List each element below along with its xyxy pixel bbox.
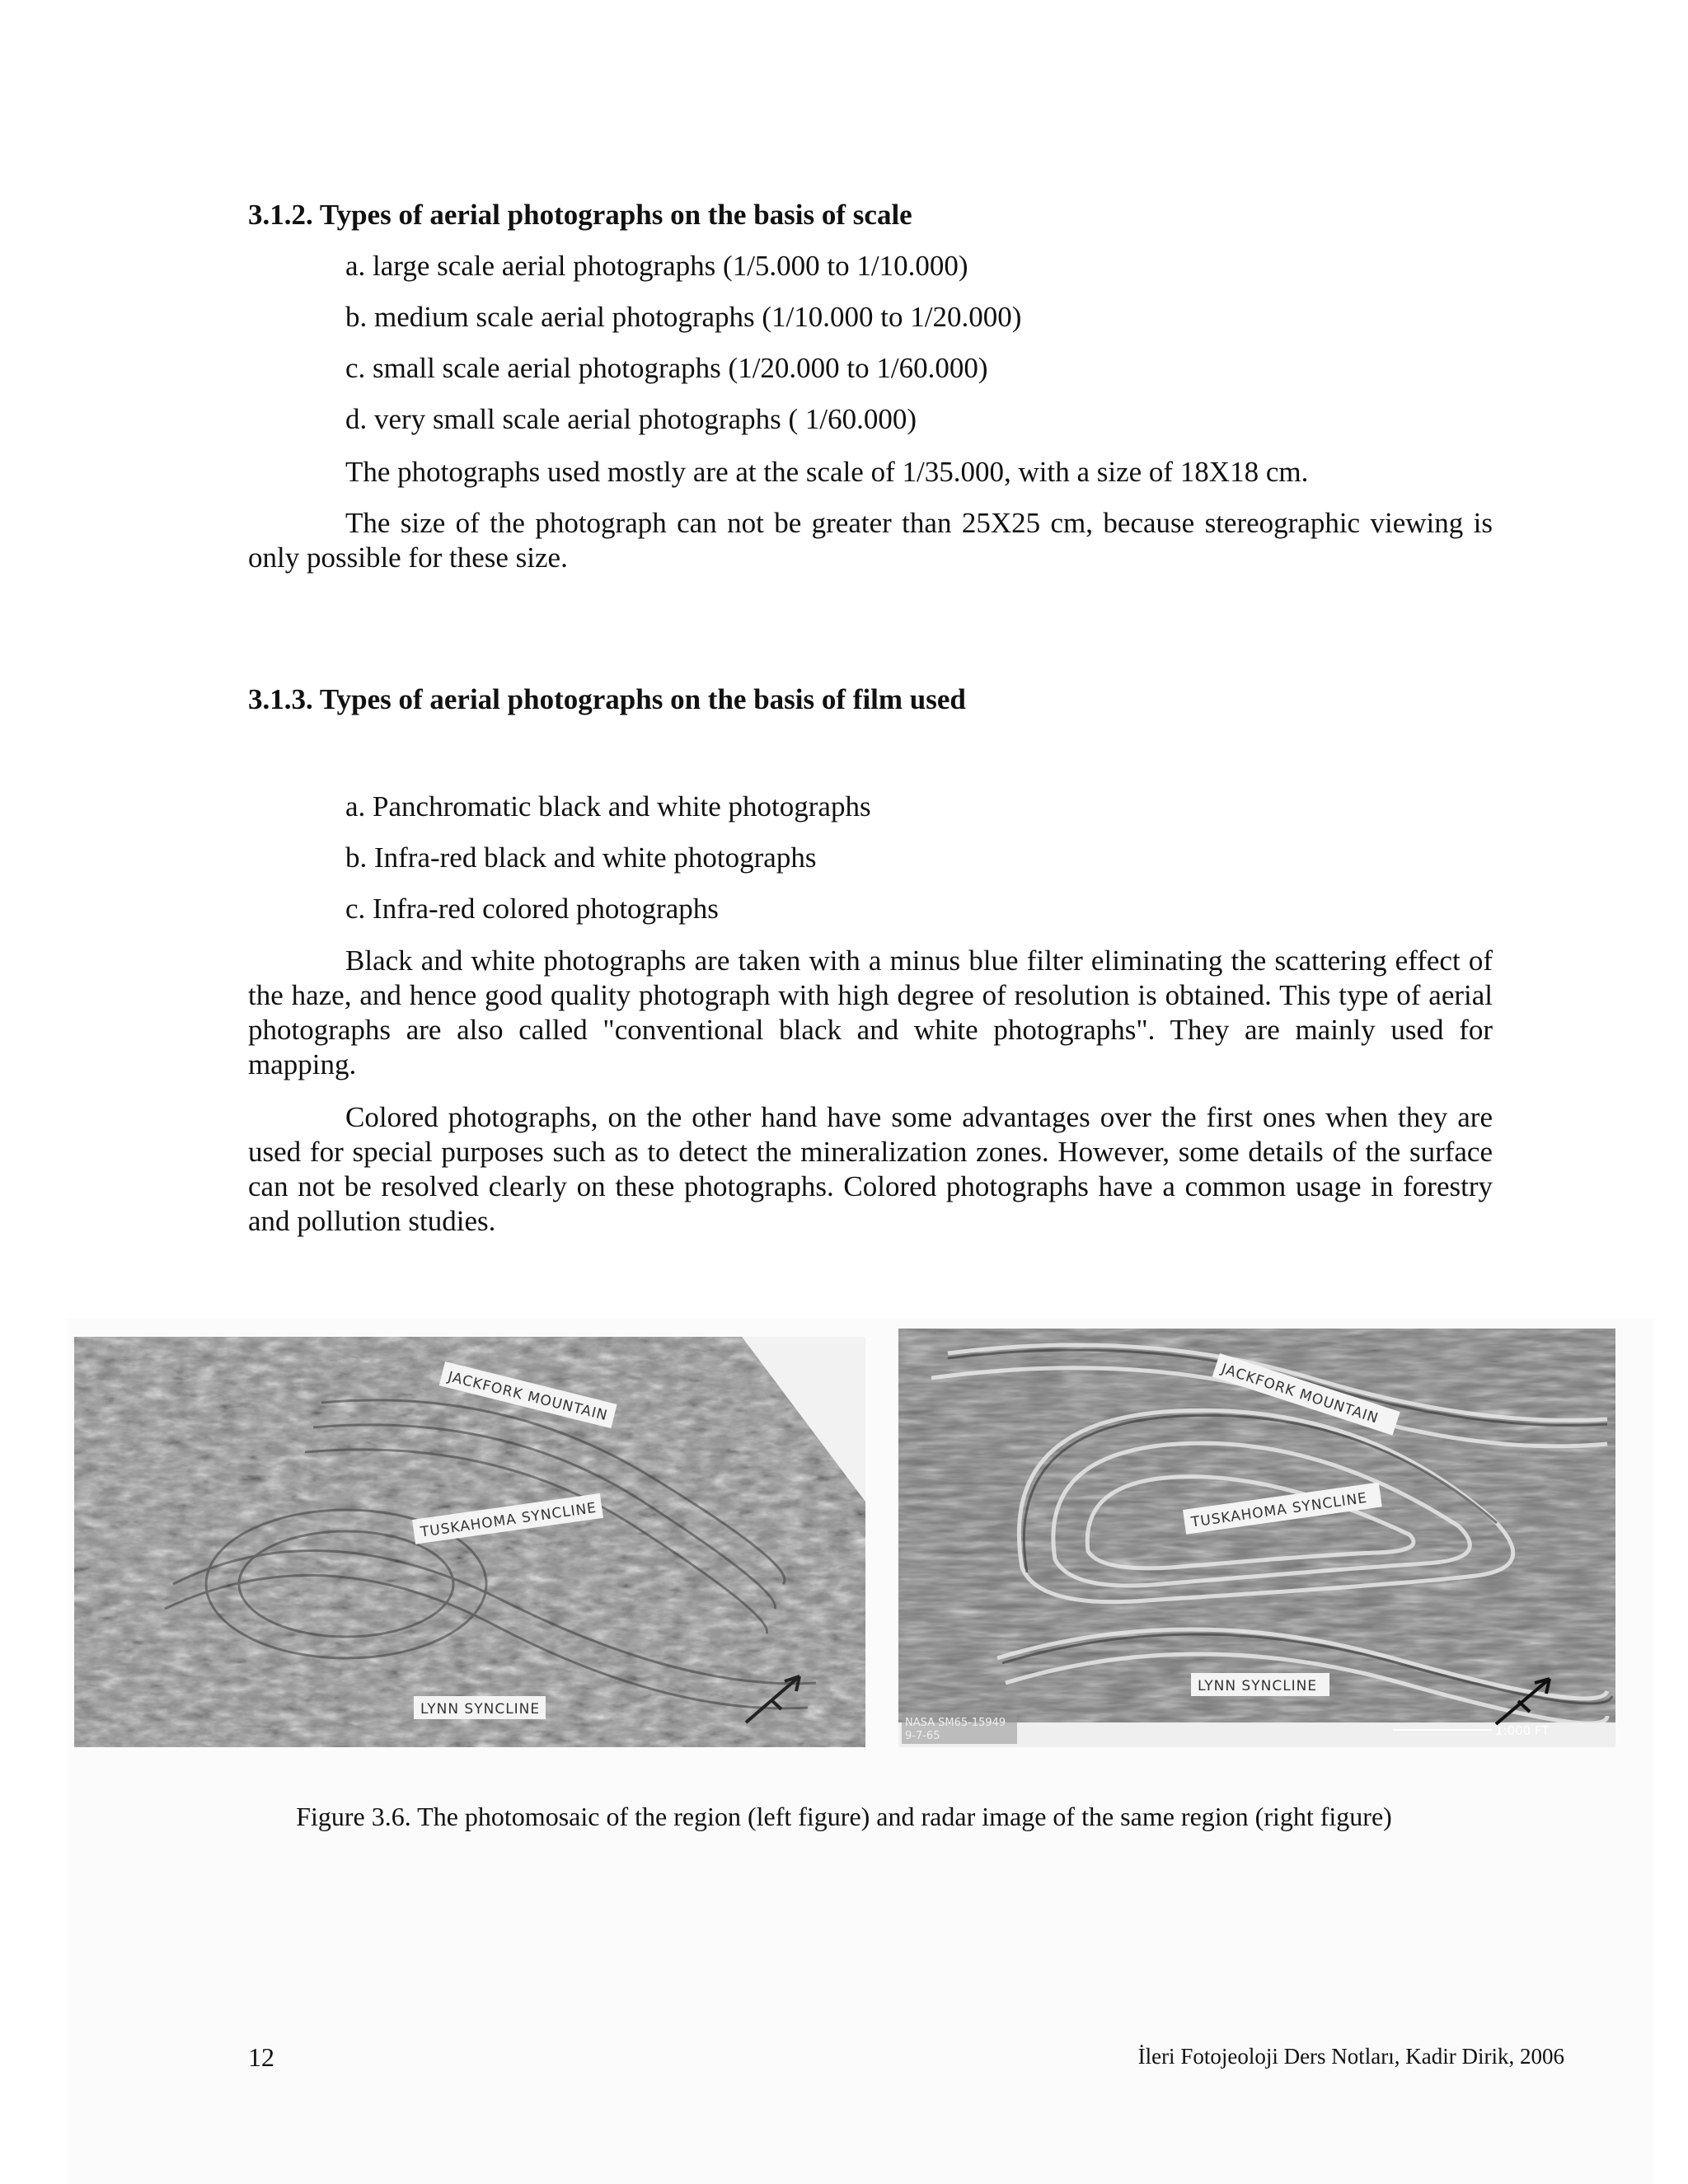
svg-text:NASA SM65-15949: NASA SM65-15949 [905,1717,1006,1729]
list-item: c. Infra-red colored photographs [345,893,719,925]
paragraph-text: The size of the photograph can not be greater than 25X25 cm, because stereographic viewing is only possible for these size. [248,507,1493,574]
paragraph-text: The photographs used mostly are at the scale of 1/35.000, with a size of 18X18 cm. [345,456,1309,488]
list-item: a. large scale aerial photographs (1/5.000 to 1/10.000) [345,250,968,282]
page-number: 12 [248,2042,274,2072]
list-item: c. small scale aerial photographs (1/20.000 to 1/60.000) [345,352,988,384]
heading-text: 3.1.2. Types of aerial photographs on the basis of scale [248,199,912,231]
list-item: a. Panchromatic black and white photographs [345,790,871,823]
svg-text:1:000 FT: 1:000 FT [1495,1723,1550,1738]
label-lynn [1191,1673,1329,1696]
svg-text:JACKFORK MOUNTAIN: JACKFORK MOUNTAIN [1219,1361,1381,1427]
paragraph-black-white [248,944,1493,1082]
footer-note: İleri Fotojeoloji Ders Notları, Kadir Dirik, 2006 [1137,2044,1564,2069]
svg-text:TUSKAHOMA SYNCLINE: TUSKAHOMA SYNCLINE [1189,1489,1369,1531]
svg-text:9-7-65: 9-7-65 [905,1730,940,1742]
label-lynn [414,1696,546,1719]
list-item: b. Infra-red black and white photographs [345,841,817,874]
svg-text:LYNN SYNCLINE: LYNN SYNCLINE [420,1701,541,1718]
paragraph-text: Black and white photographs are taken with a minus blue filter eliminating the scattering effect of the haze, and hence good quality photograph with high degree of resolution is obtained. This type of aerial photographs are also called "conventional black and white photographs". They are mainly used for mapping. [248,944,1493,1080]
paragraph-text: Colored photographs, on the other hand have some advantages over the first ones when they are used for special purposes such as to detect the mineralization zones. However, some details of the surface can not be resolved clearly on these photographs. Colored photographs have a common usage in forestry and pollution studies. [248,1101,1493,1237]
paragraph-common-scale [248,455,1493,490]
paragraph-photo-size [248,506,1493,575]
photomosaic-image [74,1337,865,1747]
section-heading-film [248,682,1493,717]
list-item: d. very small scale aerial photographs ( 1/60.000) [345,403,917,435]
section-heading-scale [248,198,1493,232]
list-item: b. medium scale aerial photographs (1/10.000 to 1/20.000) [345,301,1022,333]
radar-svg [898,1329,1615,1747]
svg-text:JACKFORK MOUNTAIN: JACKFORK MOUNTAIN [446,1368,610,1425]
figure-caption: Figure 3.6. The photomosaic of the region (left figure) and radar image of the same region (right figure) [296,1802,1392,1831]
scale-types-list [248,249,1493,453]
film-types-list [248,790,1493,943]
svg-text:LYNN SYNCLINE: LYNN SYNCLINE [1198,1678,1318,1694]
nasa-stamp [902,1713,1017,1744]
paragraph-colored [248,1100,1493,1239]
svg-text:TUSKAHOMA SYNCLINE: TUSKAHOMA SYNCLINE [419,1499,598,1541]
photomosaic-svg [74,1337,865,1747]
heading-text: 3.1.3. Types of aerial photographs on the basis of film used [248,683,966,715]
radar-image [898,1329,1615,1747]
